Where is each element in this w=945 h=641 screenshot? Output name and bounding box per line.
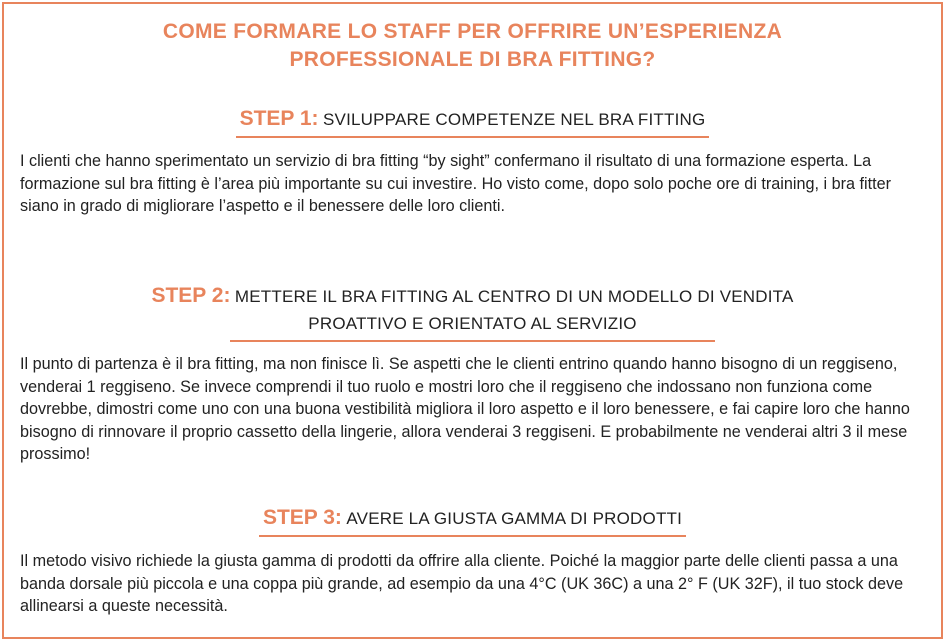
step-3-body: Il metodo visivo richiede la giusta gamma di prodotti da offrire alla cliente. Poiché la maggior parte delle clienti passa a una banda dorsale più piccola e una coppa più grande, ad esempio da una 4°C (UK 36C) a una 2° F (UK 32F), il tuo stock deve allinearsi a queste necessità. [20, 552, 904, 615]
page-title [0, 18, 945, 74]
step-2-heading-underline [230, 311, 714, 342]
step-3-title: AVERE LA GIUSTA GAMMA DI PRODOTTI [346, 509, 683, 528]
step-2-heading [0, 283, 945, 342]
page-title-line-1: COME FORMARE LO STAFF PER OFFRIRE UN’ESPERIENZA [162, 20, 783, 43]
step-3-heading [0, 505, 945, 537]
step-1-heading [0, 106, 945, 138]
step-1-heading-underline [236, 106, 710, 138]
step-2-title-line-1: METTERE IL BRA FITTING AL CENTRO DI UN MODELLO DI VENDITA [234, 287, 794, 306]
page-title-line-2: PROFESSIONALE DI BRA FITTING? [289, 48, 656, 71]
step-2-body: Il punto di partenza è il bra fitting, ma non finisce lì. Se aspetti che le clienti entrino quando hanno bisogno di un reggiseno, venderai 1 reggiseno. Se invece comprendi il tuo ruolo e mostri loro che il reggiseno che indossano non funziona come dovrebbe, dimostri come uno con una buona vestibilità migliora il loro aspetto e il loro benessere, e fai capire loro che hanno bisogno di rinnovare il proprio cassetto della lingerie, allora venderai 3 reggiseni. E probabilmente ne venderai altri 3 il mese prossimo! [20, 355, 910, 463]
step-2-label: STEP 2: [151, 284, 231, 307]
step-2-heading-line-1-wrap [147, 283, 797, 311]
step-3-label: STEP 3: [262, 506, 342, 529]
step-1-label: STEP 1: [239, 107, 319, 130]
step-2-title-line-2: PROATTIVO E ORIENTATO AL SERVIZIO [308, 314, 637, 333]
step-3-heading-underline [259, 505, 686, 537]
step-1-title: SVILUPPARE COMPETENZE NEL BRA FITTING [323, 110, 706, 129]
step-1-body: I clienti che hanno sperimentato un servizio di bra fitting “by sight” confermano il risultato di una formazione esperta. La formazione sul bra fitting è l’area più importante su cui investire. Ho visto come, dopo solo poche ore di training, i bra fitter siano in grado di migliorare l’aspetto e il benessere delle loro clienti. [20, 152, 891, 215]
